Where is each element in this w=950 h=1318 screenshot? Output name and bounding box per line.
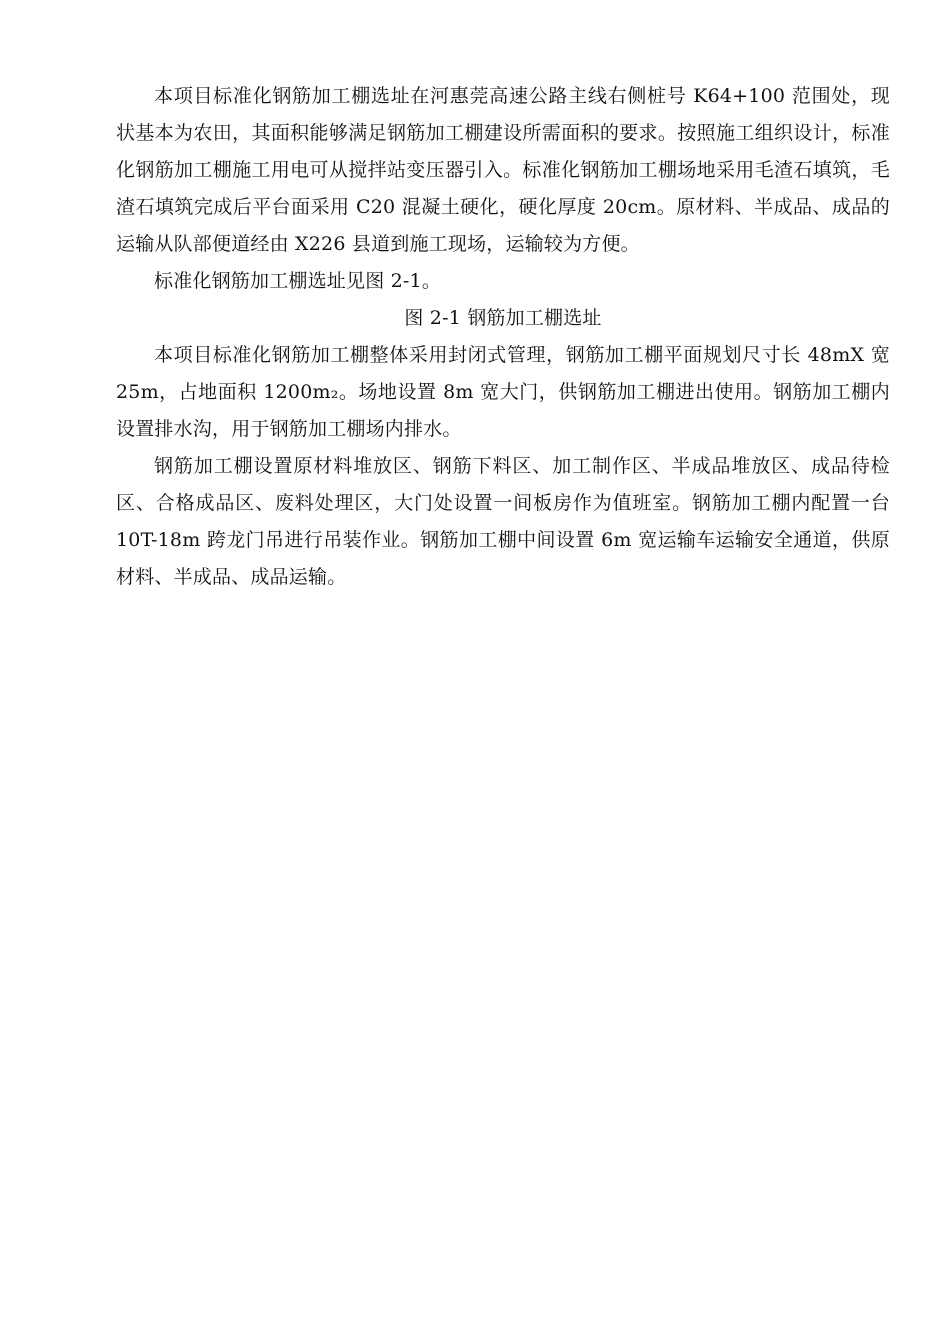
- paragraph-figure-reference: 标准化钢筋加工棚选址见图 2-1。: [154, 270, 442, 292]
- paragraph-functional-zones: 钢筋加工棚设置原材料堆放区、钢筋下料区、加工制作区、半成品堆放区、成品待检区、合格成品区、废料处理区，大门处设置一间板房作为值班室。钢筋加工棚内配置一台 10T-18m 跨龙门吊进行吊装作业。钢筋加工棚中间设置 6m 宽运输车运输安全通道，供原材料、半成品、成品运输。: [116, 455, 890, 588]
- figure-caption: 图 2-1 钢筋加工棚选址: [404, 307, 602, 329]
- paragraph-site-location: 本项目标准化钢筋加工棚选址在河惠莞高速公路主线右侧桩号 K64+100 范围处，现状基本为农田，其面积能够满足钢筋加工棚建设所需面积的要求。按照施工组织设计，标准化钢筋加工棚施工用电可从搅拌站变压器引入。标准化钢筋加工棚场地采用毛渣石填筑，毛渣石填筑完成后平台面采用 C20 混凝土硬化，硬化厚度 20cm。原材料、半成品、成品的运输从队部便道经由 X226 县道到施工现场，运输较为方便。: [116, 85, 890, 255]
- paragraph-layout-dimensions: 本项目标准化钢筋加工棚整体采用封闭式管理，钢筋加工棚平面规划尺寸长 48mX 宽 25m，占地面积 1200m₂。场地设置 8m 宽大门，供钢筋加工棚进出使用。钢筋加工棚内设置排水沟，用于钢筋加工棚场内排水。: [116, 344, 890, 440]
- document-page: [116, 78, 890, 596]
